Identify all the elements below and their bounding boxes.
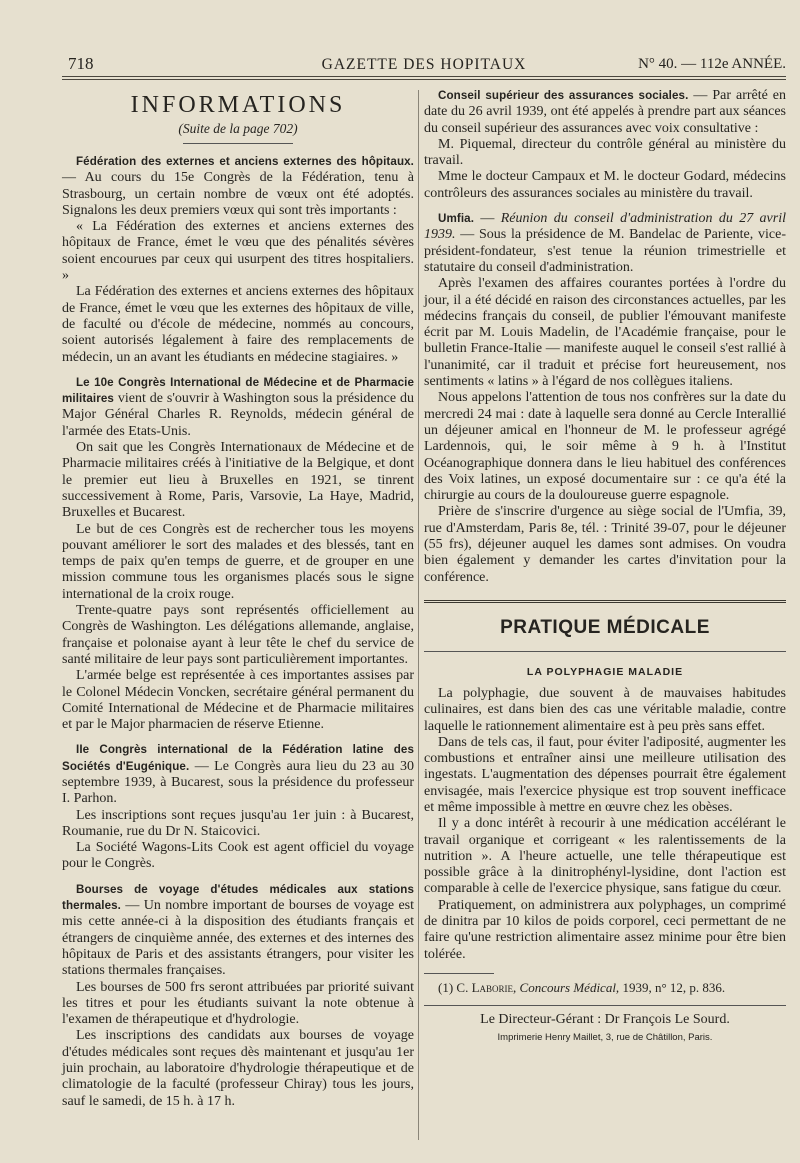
page-header <box>62 52 786 78</box>
section-subtitle: (Suite de la page 702) <box>178 121 298 136</box>
article-text: Après l'examen des affaires courantes portées à l'ordre du jour, il a été décidé en raison des circonstances actuelles, par les médecins français du conseil, de publier l'émouvant manifeste écrit par M. Louis Madelin, de l'Académie française, pour le bulletin France-Italie — manifeste auquel le conseil s'est rallié à l'unanimité, car il traduit et précise fort heureusement, nos sentiments « latins » à l'égard de nos collègues italiens. <box>424 276 786 390</box>
article-polyphagie <box>424 686 786 963</box>
article-text: — Par arrêté en date du 26 avril 1939, ont été appelés à prendre part aux séances du conseil supérieur des assurances avec voix consultative : <box>424 88 787 136</box>
article-heading: Le 10e Congrès International de Médecine et de Pharmacie militaires <box>62 375 414 406</box>
article-text: Pratiquement, on administrera aux polyphages, un comprimé de dinitra par 10 kilos de poids corporel, ceci permettant de ne faire qu'une restriction alimentaire assez minime pour être bien tolérée. <box>424 897 786 962</box>
article-text: Les inscriptions des candidats aux bourses de voyage d'études médicales sont reçues dès maintenant et jusqu'au 1er juin prochain, au laboratoire d'hydrologie thérapeutique et de climatologie de la faculté (professeur Chiray) tous les jours, sauf le samedi, de 15 h. à 17 h. <box>62 1028 414 1109</box>
article-federation <box>62 154 414 366</box>
header-rule-double <box>62 79 786 80</box>
article-text: — Au cours du 15e Congrès de la Fédération, tenu à Strasbourg, un certain nombre de vœux ont été adoptés. Signalons les deux premiers vœux qui sont très importants : <box>62 170 414 218</box>
footer-rule <box>424 1005 786 1006</box>
article-text: La polyphagie, due souvent à de mauvaises habitudes culinaires, est dans bien des cas une véritable maladie, contre laquelle le rationnement alimentaire est à peu près sans effet. <box>424 685 786 734</box>
article-heading: Bourses de voyage d'études médicales aux stations thermales. <box>62 882 414 913</box>
title-rule <box>183 143 293 144</box>
issue-number: N° 40. — 112e ANNÉE. <box>638 56 786 72</box>
article-subject: Réunion du conseil d'administration du 27 avril 1939. <box>424 211 786 243</box>
article-text: Prière de s'inscrire d'urgence au siège social de l'Umfia, 39, rue d'Amsterdam, Paris 8e, tél. : Trinité 39-07, pour le déjeuner (55 frs), déjeuner auquel les dames sont admises. On voudra bien également y demander les cartes d'invitation pour la conférence. <box>424 504 786 585</box>
article-text: La Fédération des externes et anciens externes des hôpitaux de France, émet le vœu que les externes des hôpitaux de ville, de faculté ou d'école de médecine, nommés au concours, soient autorisés légalement à faire des remplacements de médecin, un an avant les étudiants en médecine stagiaires. » <box>62 284 414 365</box>
column-divider <box>418 90 419 1140</box>
article-text: Dans de tels cas, il faut, pour éviter l'adiposité, augmenter les combustions et entraîner ainsi une meilleure utilisation des ingestats. L'augmentation des dépenses pourrait être également envisagée, mais l'exercice physique est trop souvent inefficace et même impossible à mettre en œuvre chez les obèses. <box>424 734 786 815</box>
article-umfia: Umfia. — Réunion du conseil d'administration du 27 avril 1939. — Sous la présidence de M. Bandelac de Pariente, vice-président-fondateur, s'est tenue la réunion trimestrielle et statutaire du conseil d'administration. Après l'examen des affaires courantes portées à l'ordre du jour, il a été décidé en raison des circonstances actuelles, par les médecins français du conseil, de publier l'émouvant manifeste écrit par M. Louis Madelin, de l'Académie française, pour le bulletin France-Italie — manifeste auquel le conseil s'est rallié à l'unanimité, car il traduit et précise fort heureusement, nos sentiments « latins » à l'égard de nos collègues italiens. Nous appelons l'attention de tous nos confrères sur la date du mercredi 24 mai : date à laquelle sera donné au Cercle Interallié un déjeuner amical en l'honneur de M. le professeur agrégé Lardennois, qui, le soir même à 9 h. à l'Institut Océanographique donnera dans le lieu habituel des conférences des Voix latines, un exposé documentaire sur : ce qu'a été la chirurgie au cours de la douloureuse guerre espagnole. Prière de s'inscrire d'urgence au siège social de l'Umfia, 39, rue d'Amsterdam, Paris 8e, tél. : Trinité 39-07, pour le déjeuner (55 frs), déjeuner auquel les dames sont admises. On voudra bien également y demander les cartes d'invitation pour la conférence. <box>424 211 786 585</box>
article-heading: Umfia. <box>438 212 475 226</box>
article-text: Les bourses de 500 frs seront attribuées par priorité suivant les titres et pour les étudiants suivant la note obtenue à l'examen de thérapeutique et d'hydrologie. <box>62 979 414 1028</box>
article-text: « La Fédération des externes et anciens externes des hôpitaux de France, émet le vœu que des pénalités sévères soient encourues par ceux qui usurpent des titres hospitaliers. » <box>62 219 414 284</box>
section-title-pratique: PRATIQUE MÉDICALE <box>500 616 710 638</box>
article-text: Il y a donc intérêt à recourir à une médication accélérant le travail organique et corrigeant « les ralentissements de la nutrition ». A l'heure actuelle, une telle thérapeutique est possible grâce à la dinitrophényl-lysidine, dont l'action est comparable à celle de l'exercice physique, sans fatigue du cœur. <box>424 816 786 897</box>
article-text: Mme le docteur Campaux et M. le docteur Godard, médecins contrôleurs des assurances sociales au ministère du travail. <box>424 169 786 201</box>
article-text: L'armée belge est représentée à ces importantes assises par le Colonel Médecin Voncken, secrétaire général permanent du Comité International de Médecine et de Pharmacie militaires et par le Major pharmacien de réserve Etienne. <box>62 668 414 733</box>
article-heading: IIe Congrès international de la Fédération latine des Sociétés d'Eugénique. <box>62 743 414 773</box>
right-column <box>424 88 786 1043</box>
journal-title: GAZETTE DES HOPITAUX <box>321 56 527 73</box>
left-column <box>62 88 414 1110</box>
article-eugenique <box>62 742 414 872</box>
footnote-details: 1939, n° 12, p. 836. <box>622 979 726 995</box>
article-text: — Le Congrès aura lieu du 23 au 30 septembre 1939, à Bucarest, sous la présidence du professeur I. Parhon. <box>62 758 414 807</box>
article-text: On sait que les Congrès Internationaux de Médecine et de Pharmacie militaires créés à l'initiative de la Belgique, et dont le premier eut lieu à Bruxelles en 1921, se tinrent successivement à Rome, Paris, Varsovie, La Haye, Madrid, Bruxelles et Bucarest. <box>62 440 414 521</box>
article-bourses <box>62 882 414 1110</box>
article-text: Le but de ces Congrès est de rechercher tous les moyens pouvant améliorer le sort des malades et des blessés, tant en temps de paix qu'en temps de guerre, et de grouper en une mission commune tous les organismes placés sous le signe international de la croix rouge. <box>62 521 414 602</box>
footnote <box>424 980 786 995</box>
article-congres-militaire <box>62 375 414 734</box>
article-text: Les inscriptions sont reçues jusqu'au 1er juin : à Bucarest, Roumanie, rue du Dr N. Staicovici. <box>62 807 414 839</box>
article-text: Nous appelons l'attention de tous nos confrères sur la date du mercredi 24 mai : date à laquelle sera donné au Cercle Interallié un déjeuner amical en l'honneur de M. le professeur agrégé Lardennois, qui, le soir même à 9 h. à l'Institut Océanographique donnera dans le lieu habituel des conférences des Voix latines, un exposé documentaire sur : ce qu'a été la chirurgie au cours de la douloureuse guerre espagnole. <box>424 390 786 504</box>
footnote-source: Concours Médical, <box>519 979 620 995</box>
article-text: La Société Wagons-Lits Cook est agent officiel du voyage pour le Congrès. <box>62 840 414 872</box>
printer-line: Imprimerie Henry Maillet, 3, rue de Châtillon, Paris. <box>497 1031 713 1043</box>
article-text: Trente-quatre pays sont représentés officiellement au Congrès de Washington. Les délégations allemande, anglaise, française et polonaise ayant à leur tête le chef du service de santé militaire de leur pays sont particulièrement importantes. <box>62 603 414 667</box>
article-text: — Un nombre important de bourses de voyage est mis cette année-ci à la disposition des étudiants français et étrangers de cinquième année, des externes et des internes des hôpitaux de Paris et des assistants étrangers, pour visiter les stations thermales françaises. <box>62 898 414 979</box>
article-conseil <box>424 88 786 202</box>
footnote-rule <box>424 973 494 974</box>
article-heading: Fédération des externes et anciens externes des hôpitaux. <box>76 155 414 168</box>
footnote-author: (1) C. Laborie, <box>438 979 517 995</box>
page-number: 718 <box>68 54 94 73</box>
article-text: M. Piquemal, directeur du contrôle général au ministère du travail. <box>424 136 786 169</box>
article-text: — Sous la présidence de M. Bandelac de Pariente, vice-président-fondateur, s'est tenue la réunion trimestrielle et statutaire du conseil d'administration. <box>424 227 786 275</box>
section-rule <box>424 651 786 652</box>
article-text: vient de s'ouvrir à Washington sous la présidence du Major Général Charles R. Reynolds, médecin général de l'armée des Etats-Unis. <box>62 391 415 439</box>
header-rule <box>62 76 786 77</box>
section-rule <box>424 600 786 603</box>
section-title-informations: INFORMATIONS <box>130 92 346 118</box>
director-line: Le Directeur-Gérant : Dr François Le Sourd. <box>480 1011 730 1027</box>
article-heading: Conseil supérieur des assurances sociales. <box>438 89 689 102</box>
article-subtitle: LA POLYPHAGIE MALADIE <box>526 665 684 678</box>
